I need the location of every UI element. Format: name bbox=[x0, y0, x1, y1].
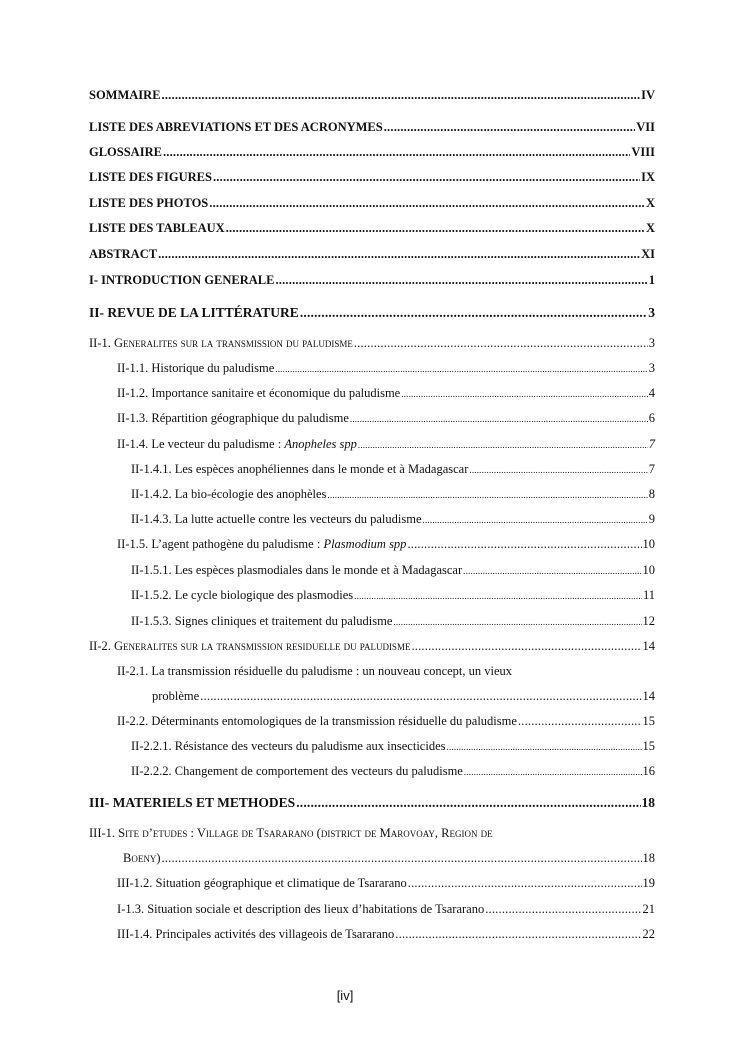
dot-leader bbox=[350, 411, 648, 426]
toc-entry[interactable] bbox=[0, 411, 655, 429]
toc-title: II-1.4. Le vecteur du paludisme : bbox=[117, 437, 282, 451]
toc-title-italic: Plasmodium spp bbox=[323, 537, 407, 551]
toc-page: 3 bbox=[648, 336, 655, 350]
toc-entry-continuation[interactable] bbox=[0, 689, 655, 707]
toc-page: 3 bbox=[648, 361, 655, 375]
page-number-footer: [iv] bbox=[336, 988, 354, 1003]
toc-page: 9 bbox=[648, 512, 655, 526]
toc-title: LISTE DES FIGURES bbox=[89, 170, 212, 184]
toc-entry[interactable] bbox=[0, 902, 655, 920]
toc-title: III-1.2. Situation géographique et climatique de Tsararano bbox=[117, 876, 407, 890]
toc-page: 4 bbox=[648, 386, 655, 400]
dot-leader bbox=[393, 614, 641, 629]
toc-title-italic: Anopheles spp bbox=[284, 437, 357, 451]
toc-entry[interactable] bbox=[0, 826, 655, 844]
toc-title: II-1.5.3. Signes cliniques et traitement du paludisme bbox=[131, 614, 393, 628]
dot-leader bbox=[158, 247, 640, 262]
dot-leader bbox=[485, 902, 641, 917]
toc-title: III- MATERIELS ET METHODES bbox=[89, 795, 296, 810]
dot-leader bbox=[200, 689, 641, 704]
toc-page: 18 bbox=[642, 851, 655, 865]
toc-page: IX bbox=[641, 170, 655, 184]
toc-entry[interactable] bbox=[0, 764, 655, 782]
dot-leader bbox=[358, 437, 648, 452]
toc-entry[interactable] bbox=[0, 614, 655, 632]
dot-leader bbox=[384, 120, 636, 135]
toc-title: II-1.5. L’agent pathogène du paludisme : bbox=[117, 537, 321, 551]
toc-title: SOMMAIRE bbox=[89, 88, 161, 102]
toc-title: Boeny) bbox=[123, 851, 161, 865]
toc-title: II-1.1. Historique du paludisme bbox=[117, 361, 275, 375]
toc-entry[interactable] bbox=[0, 664, 655, 682]
toc-title: III-1.4. Principales activités des villageois de Tsararano bbox=[117, 927, 395, 941]
toc-title: LISTE DES ABREVIATIONS ET DES ACRONYMES bbox=[89, 120, 383, 134]
toc-page: VIII bbox=[631, 145, 655, 159]
toc-page: 10 bbox=[642, 563, 655, 577]
toc-title: II-2.1. La transmission résiduelle du paludisme : un nouveau concept, un vieux bbox=[117, 664, 513, 678]
dot-leader bbox=[354, 336, 648, 351]
toc-entry[interactable] bbox=[0, 462, 655, 480]
toc-entry[interactable] bbox=[0, 273, 655, 291]
dot-leader bbox=[209, 196, 645, 211]
toc-entry[interactable] bbox=[0, 247, 655, 265]
toc-entry[interactable] bbox=[0, 876, 655, 894]
toc-page: 15 bbox=[642, 714, 655, 728]
toc-page: 1 bbox=[648, 273, 655, 287]
dot-leader bbox=[162, 851, 642, 866]
toc-page: 19 bbox=[642, 876, 655, 890]
toc-page: 7 bbox=[648, 462, 655, 476]
dot-leader bbox=[163, 145, 630, 160]
dot-leader bbox=[408, 876, 642, 891]
toc-title: ABSTRACT bbox=[89, 247, 158, 261]
toc-title: II-1.4.2. La bio-écologie des anophèles bbox=[131, 487, 327, 501]
toc-page: VII bbox=[636, 120, 655, 134]
dot-leader bbox=[401, 386, 648, 401]
toc-page: 3 bbox=[648, 305, 655, 320]
toc-title: II-1.4.3. La lutte actuelle contre les vecteurs du paludisme bbox=[131, 512, 422, 526]
dot-leader bbox=[296, 795, 640, 811]
toc-title: II-2.2.1. Résistance des vecteurs du paludisme aux insecticides bbox=[131, 739, 446, 753]
toc-title: II-1.5.2. Le cycle biologique des plasmodies bbox=[131, 588, 354, 602]
toc-page: X bbox=[645, 196, 655, 210]
toc-title: II-1.3. Répartition géographique du paludisme bbox=[117, 411, 349, 425]
toc-page: X bbox=[645, 221, 655, 235]
toc-entry[interactable] bbox=[0, 88, 655, 106]
dot-leader bbox=[463, 563, 641, 578]
toc-title: LISTE DES TABLEAUX bbox=[89, 221, 225, 235]
toc-title: II- REVUE DE LA LITTÉRATURE bbox=[89, 305, 299, 320]
toc-page: 15 bbox=[642, 739, 655, 753]
dot-leader bbox=[447, 739, 642, 754]
toc-title: II-2.2. Déterminants entomologiques de la transmission résiduelle du paludisme bbox=[117, 714, 517, 728]
toc-entry[interactable] bbox=[0, 927, 655, 945]
toc-entry[interactable] bbox=[0, 336, 655, 354]
dot-leader bbox=[213, 170, 640, 185]
toc-entry[interactable] bbox=[0, 563, 655, 581]
toc-title: II-2.2.2. Changement de comportement des vecteurs du paludisme bbox=[131, 764, 463, 778]
toc-entry[interactable] bbox=[0, 512, 655, 530]
toc-title: II-1.4.1. Les espèces anophéliennes dans le monde et à Madagascar bbox=[131, 462, 469, 476]
dot-leader bbox=[275, 273, 647, 288]
dot-leader bbox=[226, 221, 645, 236]
dot-leader bbox=[469, 462, 647, 477]
toc-entry[interactable] bbox=[0, 588, 655, 606]
toc-entry[interactable] bbox=[0, 795, 655, 813]
toc-page: 14 bbox=[642, 689, 655, 703]
toc-page: 6 bbox=[648, 411, 655, 425]
toc-entry[interactable] bbox=[0, 714, 655, 732]
toc-page: 10 bbox=[642, 537, 655, 551]
toc-entry[interactable] bbox=[0, 437, 655, 455]
toc-entry[interactable] bbox=[0, 221, 655, 239]
toc-page: 7 bbox=[648, 437, 655, 451]
dot-leader bbox=[275, 361, 647, 376]
toc-entry[interactable] bbox=[0, 170, 655, 188]
toc-page: 22 bbox=[642, 927, 655, 941]
toc-title: GLOSSAIRE bbox=[89, 145, 162, 159]
toc-page: XI bbox=[641, 247, 655, 261]
toc-entry-continuation[interactable] bbox=[0, 851, 655, 869]
toc-title: II-1. Generalites sur la transmission du paludisme bbox=[89, 336, 353, 350]
toc-entry[interactable] bbox=[0, 739, 655, 757]
dot-leader bbox=[411, 639, 641, 654]
dot-leader bbox=[518, 714, 642, 729]
toc-title: LISTE DES PHOTOS bbox=[89, 196, 209, 210]
dot-leader bbox=[354, 588, 642, 603]
toc-title: II-1.5.1. Les espèces plasmodiales dans le monde et à Madagascar bbox=[131, 563, 463, 577]
toc-entry[interactable] bbox=[0, 639, 655, 657]
toc-entry[interactable] bbox=[0, 145, 655, 163]
toc-entry[interactable] bbox=[0, 537, 655, 555]
toc-entry[interactable] bbox=[0, 361, 655, 379]
dot-leader bbox=[395, 927, 641, 942]
toc-entry[interactable] bbox=[0, 305, 655, 323]
toc-page: 14 bbox=[642, 639, 655, 653]
dot-leader bbox=[162, 88, 641, 103]
dot-leader bbox=[300, 305, 647, 321]
toc-page: 8 bbox=[648, 487, 655, 501]
toc-page: 11 bbox=[642, 588, 655, 602]
dot-leader bbox=[464, 764, 642, 779]
toc-page: 16 bbox=[642, 764, 655, 778]
toc-entry[interactable] bbox=[0, 487, 655, 505]
toc-title: I- INTRODUCTION GENERALE bbox=[89, 273, 275, 287]
toc-page: IV bbox=[641, 88, 655, 102]
toc-entry[interactable] bbox=[0, 196, 655, 214]
toc-title: II-1.2. Importance sanitaire et économique du paludisme bbox=[117, 386, 401, 400]
dot-leader bbox=[327, 487, 647, 502]
toc-page: 18 bbox=[641, 795, 655, 810]
toc-title: I-1.3. Situation sociale et description des lieux d’habitations de Tsararano bbox=[117, 902, 485, 916]
toc-page: 12 bbox=[642, 614, 655, 628]
toc-title: III-1. Site d’etudes : Village de Tsararano (district de Marovoay, Region de bbox=[89, 826, 493, 840]
toc-entry[interactable] bbox=[0, 386, 655, 404]
toc-entry[interactable] bbox=[0, 120, 655, 138]
toc-page: 21 bbox=[642, 902, 655, 916]
dot-leader bbox=[423, 512, 648, 527]
toc-title: II-2. Generalites sur la transmission residuelle du paludisme bbox=[89, 639, 411, 653]
dot-leader bbox=[407, 537, 641, 552]
toc-title: problème bbox=[152, 689, 200, 703]
